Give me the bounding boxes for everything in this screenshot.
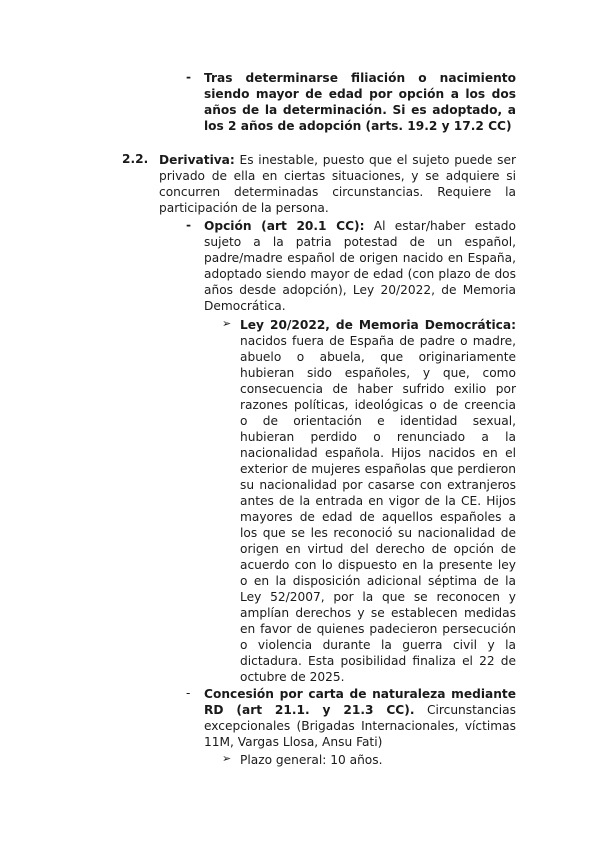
concesion-heading: Concesión por carta de naturaleza mediante RD (art 21.1. y 21.3 CC). — [204, 687, 516, 717]
dash-bullet: - — [186, 686, 191, 700]
plazo-text: Plazo general: 10 años. — [240, 753, 383, 767]
opcion-text: Al estar/haber estado sujeto a la patria potestad de un español, padre/madre español de origen nacido en España, adoptado siendo mayor de edad (con plazo de dos años desde adopción), Ley 20/2022, de Memoria Democrática. — [204, 219, 516, 313]
paragraph-ley-memoria — [240, 317, 516, 685]
opcion-heading: Opción (art 20.1 CC): — [204, 219, 365, 233]
derivativa-heading: Derivativa: — [159, 153, 235, 167]
arrow-bullet-icon: ➢ — [222, 752, 232, 765]
derivativa-text: Es inestable, puesto que el sujeto puede ser privado de ella en ciertas situaciones, y se adquiere si concurren determinadas circunstancias. Requiere la participación de la persona. — [159, 153, 516, 215]
paragraph-filiacion — [204, 70, 516, 134]
paragraph-opcion — [204, 218, 516, 314]
ley-text: nacidos fuera de España de padre o madre, abuelo o abuela, que originariamente hubieran sido españoles, y que, como consecuencia de haber sufrido exilio por razones políticas, ideológicas o de creencia o de orientación e identidad sexual, hubieran perdido o renunciado a la nacionalidad española. Hijos nacidos en el exterior de mujeres españolas que perdieron su nacionalidad por casarse con extranjeros antes de la entrada en vigor de la CE. Hijos mayores de edad de aquellos españoles a los que se les reconoció su nacionalidad de origen en virtud del derecho de opción de acuerdo con lo dispuesto en la presente ley o en la disposición adicional séptima de la Ley 52/2007, por la que se reconocen y amplían derechos y se establecen medidas en favor de quienes padecieron persecución o violencia durante la guerra civil y la dictadura. Esta posibilidad finaliza el 22 de octubre de 2025. — [240, 334, 516, 684]
arrow-bullet-icon: ➢ — [222, 317, 232, 330]
dash-bullet: - — [186, 218, 192, 232]
section-number: 2.2. — [122, 152, 149, 166]
paragraph-derivativa — [159, 152, 516, 216]
concesion-text: Circunstancias excepcionales (Brigadas Internacionales, víctimas 11M, Vargas Llosa, Ansu Fati) — [204, 703, 516, 749]
paragraph-concesion — [204, 686, 516, 750]
ley-heading: Ley 20/2022, de Memoria Democrática: — [240, 318, 516, 332]
paragraph-plazo — [240, 752, 516, 768]
paragraph-filiacion-text: Tras determinarse filiación o nacimiento siendo mayor de edad por opción a los dos años de la determinación. Si es adoptado, a los 2 años de adopción (arts. 19.2 y 17.2 CC) — [204, 71, 516, 133]
dash-bullet: - — [186, 70, 192, 84]
